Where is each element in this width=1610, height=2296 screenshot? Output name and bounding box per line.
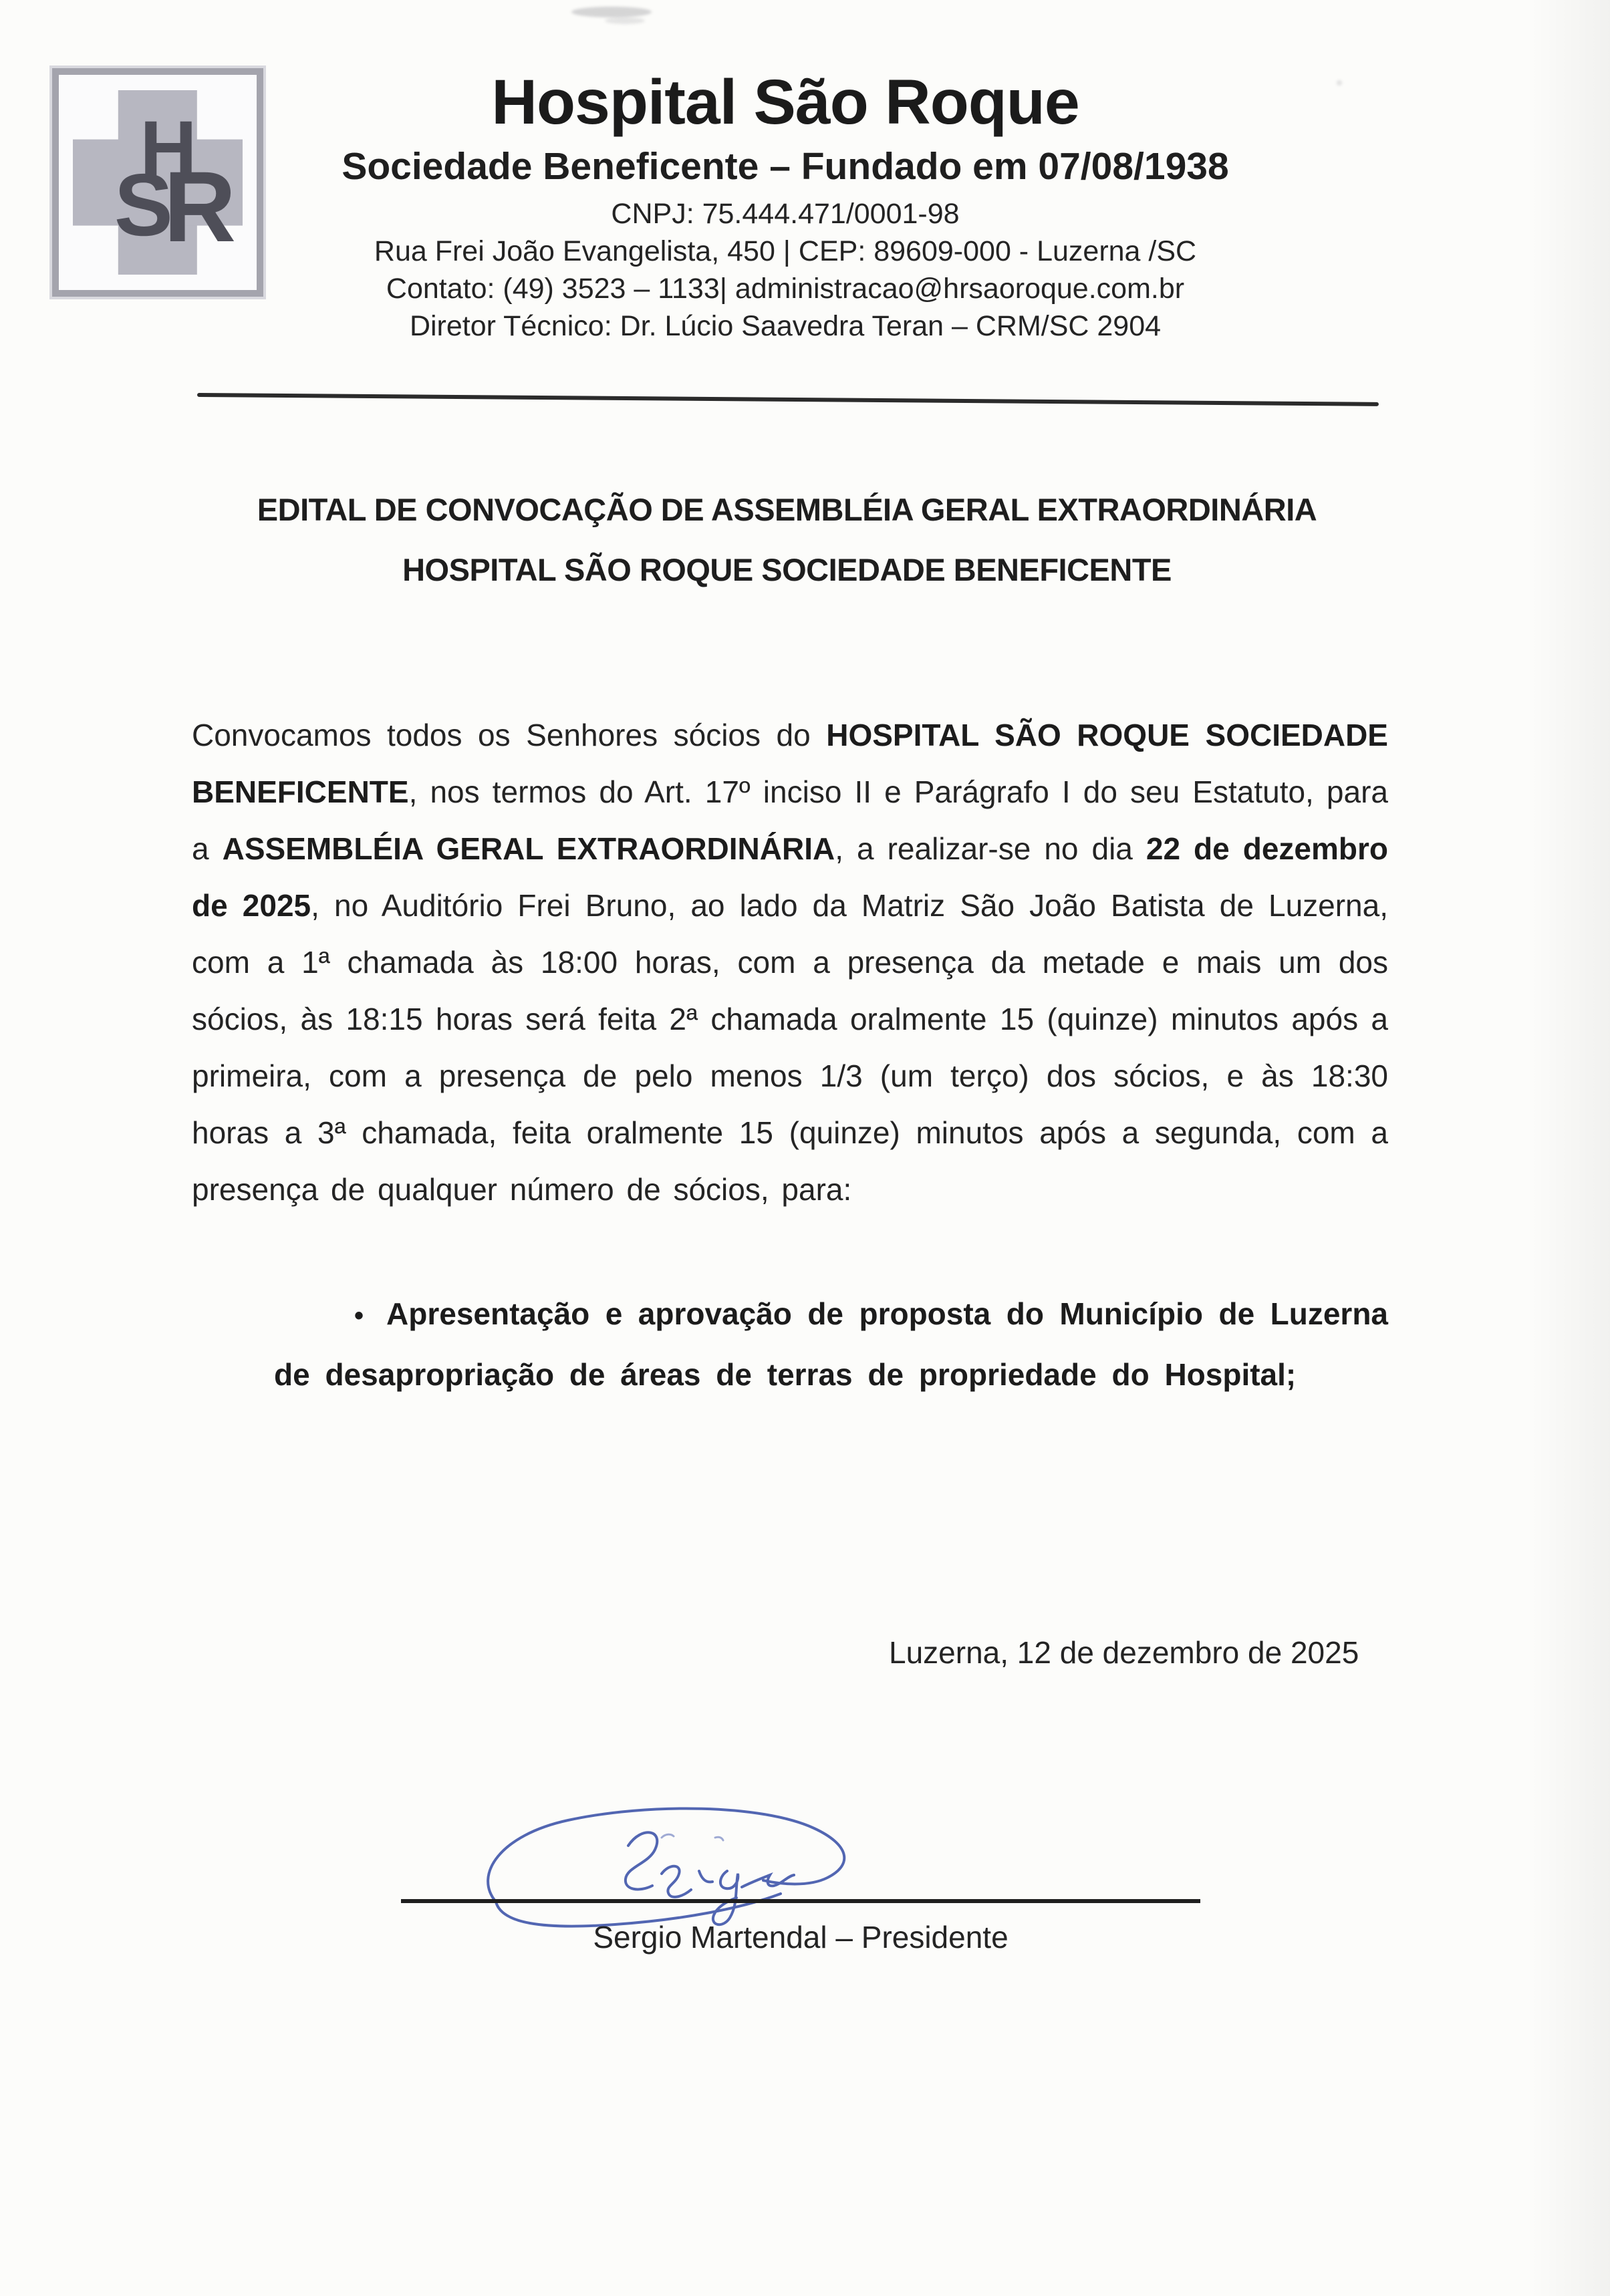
body-text-bold-date: 22 de dezembro de 2025 <box>192 831 1388 923</box>
scan-edge-shadow <box>1530 0 1610 2296</box>
logo-letter-s: S <box>114 155 173 254</box>
logo-letter-r: R <box>163 150 237 263</box>
hospital-subtitle: Sociedade Beneficente – Fundado em 07/08/1938 <box>342 144 1229 188</box>
convocation-paragraph <box>192 707 1388 1218</box>
signature-letters <box>626 1832 794 1924</box>
body-text: Convocamos todos os Senhores sócios do <box>192 718 827 752</box>
body-text-bold-hospital: HOSPITAL SÃO ROQUE SOCIEDADE BENEFICENTE <box>192 718 1388 809</box>
bullet-marker: • <box>354 1301 364 1330</box>
letterhead <box>194 69 1377 345</box>
place-date-line: Luzerna, 12 de dezembro de 2025 <box>889 1635 1359 1670</box>
hospital-name: Hospital São Roque <box>491 67 1079 138</box>
body-text: , nos termos do Art. 17º inciso II e Parágrafo I do seu Estatuto, para a <box>192 774 1388 866</box>
signature-stray-marks <box>662 1834 723 1840</box>
body-text-bold-assembleia: ASSEMBLÉIA GERAL EXTRAORDINÁRIA <box>222 831 835 866</box>
scan-artifact <box>605 17 645 24</box>
scan-artifact <box>571 7 652 17</box>
hospital-cnpj: CNPJ: 75.444.471/0001-98 <box>611 198 960 231</box>
agenda-section <box>192 1284 1388 1404</box>
signature-loop <box>488 1808 844 1902</box>
agenda-item-text: Apresentação e aprovação de proposta do Município de Luzerna de desapropriação de áreas de terras de propriedade do Hospital; <box>274 1296 1388 1392</box>
body-text: , no Auditório Frei Bruno, ao lado da Matriz São João Batista de Luzerna, com a 1ª chamada às 18:00 horas, com a presença da metade e mais um dos sócios, às 18:15 horas será feita 2ª chamada oralmente 15 (quinze) minutos após a primeira, com a presença de pelo menos 1/3 (um terço) dos sócios, e às 18:30 horas a 3ª chamada, feita oralmente 15 (quinze) minutos após a segunda, com a presença de qualquer número de sócios, para: <box>192 888 1389 1207</box>
signer-name-title: Sergio Martendal – Presidente <box>593 1920 1009 1955</box>
hospital-address: Rua Frei João Evangelista, 450 | CEP: 89609-000 - Luzerna /SC <box>374 235 1197 268</box>
agenda-item <box>274 1284 1388 1404</box>
hospital-technical-director: Diretor Técnico: Dr. Lúcio Saavedra Teran – CRM/SC 2904 <box>409 310 1162 343</box>
edital-title-line1: EDITAL DE CONVOCAÇÃO DE ASSEMBLÉIA GERAL EXTRAORDINÁRIA <box>257 492 1317 527</box>
signature-line <box>401 1899 1200 1903</box>
header-divider-line <box>197 393 1379 406</box>
edital-title <box>194 480 1380 600</box>
body-text: , a realizar-se no dia <box>835 831 1146 866</box>
hospital-contact: Contato: (49) 3523 – 1133| administracao@hrsaoroque.com.br <box>386 273 1185 305</box>
logo-letter-h: H <box>140 104 197 193</box>
edital-title-line2: HOSPITAL SÃO ROQUE SOCIEDADE BENEFICENTE <box>402 552 1172 587</box>
signature-block <box>401 1777 1200 1978</box>
